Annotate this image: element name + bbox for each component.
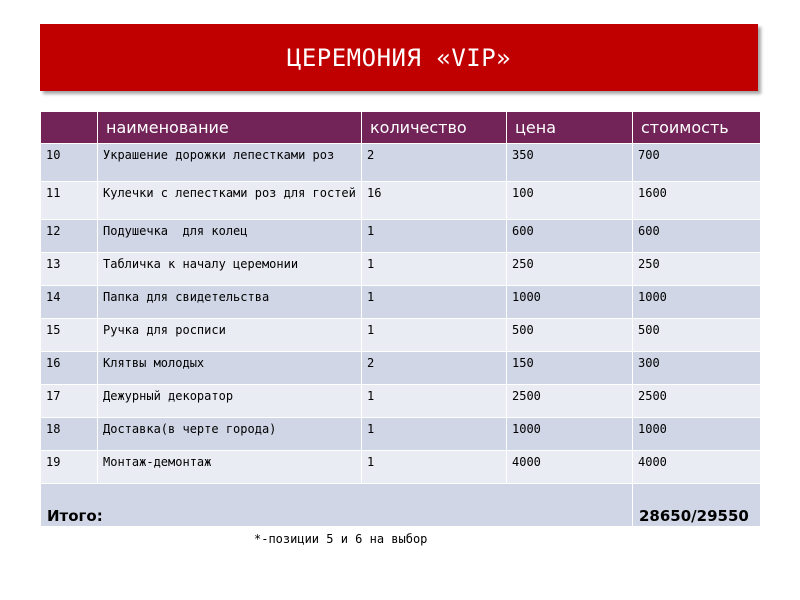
table-row xyxy=(41,451,761,484)
header-name: наименование xyxy=(98,112,362,144)
row-num: 14 xyxy=(41,286,98,319)
row-qty: 1 xyxy=(362,319,507,352)
row-num: 10 xyxy=(41,144,98,182)
total-value: 28650/29550 xyxy=(633,484,761,527)
row-cost: 1600 xyxy=(633,182,761,220)
row-price: 2500 xyxy=(507,385,633,418)
row-name: Доставка(в черте города) xyxy=(98,418,362,451)
row-name: Клятвы молодых xyxy=(98,352,362,385)
row-name: Кулечки с лепестками роз для гостей xyxy=(98,182,362,220)
row-name: Подушечка для колец xyxy=(98,220,362,253)
title-banner xyxy=(40,24,758,91)
row-cost: 1000 xyxy=(633,418,761,451)
row-price: 350 xyxy=(507,144,633,182)
row-name: Табличка к началу церемонии xyxy=(98,253,362,286)
row-num: 13 xyxy=(41,253,98,286)
row-price: 100 xyxy=(507,182,633,220)
row-price: 4000 xyxy=(507,451,633,484)
header-price: цена xyxy=(507,112,633,144)
table-row xyxy=(41,385,761,418)
row-price: 1000 xyxy=(507,286,633,319)
table-row xyxy=(41,319,761,352)
row-num: 11 xyxy=(41,182,98,220)
row-num: 15 xyxy=(41,319,98,352)
footnote: *-позиции 5 и 6 на выбор xyxy=(254,532,428,546)
table-row xyxy=(41,220,761,253)
row-qty: 1 xyxy=(362,220,507,253)
row-num: 16 xyxy=(41,352,98,385)
row-cost: 4000 xyxy=(633,451,761,484)
row-qty: 1 xyxy=(362,418,507,451)
row-name: Папка для свидетельства xyxy=(98,286,362,319)
row-cost: 250 xyxy=(633,253,761,286)
header-num xyxy=(41,112,98,144)
table-row xyxy=(41,182,761,220)
row-cost: 2500 xyxy=(633,385,761,418)
row-cost: 300 xyxy=(633,352,761,385)
table-row xyxy=(41,352,761,385)
row-name: Украшение дорожки лепестками роз xyxy=(98,144,362,182)
row-price: 250 xyxy=(507,253,633,286)
row-price: 600 xyxy=(507,220,633,253)
row-num: 12 xyxy=(41,220,98,253)
row-qty: 1 xyxy=(362,286,507,319)
price-table xyxy=(40,111,761,527)
row-cost: 1000 xyxy=(633,286,761,319)
row-name: Ручка для росписи xyxy=(98,319,362,352)
table-row xyxy=(41,144,761,182)
row-num: 19 xyxy=(41,451,98,484)
row-qty: 1 xyxy=(362,253,507,286)
row-price: 150 xyxy=(507,352,633,385)
table-row xyxy=(41,253,761,286)
row-name: Дежурный декоратор xyxy=(98,385,362,418)
table-row xyxy=(41,418,761,451)
row-num: 18 xyxy=(41,418,98,451)
row-qty: 2 xyxy=(362,144,507,182)
row-price: 500 xyxy=(507,319,633,352)
total-label: Итого: xyxy=(41,484,633,527)
row-name: Монтаж-демонтаж xyxy=(98,451,362,484)
row-price: 1000 xyxy=(507,418,633,451)
row-num: 17 xyxy=(41,385,98,418)
row-qty: 16 xyxy=(362,182,507,220)
row-cost: 700 xyxy=(633,144,761,182)
row-cost: 600 xyxy=(633,220,761,253)
header-cost: стоимость xyxy=(633,112,761,144)
row-qty: 1 xyxy=(362,451,507,484)
row-qty: 2 xyxy=(362,352,507,385)
header-qty: количество xyxy=(362,112,507,144)
total-row xyxy=(41,484,761,527)
row-cost: 500 xyxy=(633,319,761,352)
header-row xyxy=(41,112,761,144)
page-title: ЦЕРЕМОНИЯ «VIP» xyxy=(286,43,512,72)
table-row xyxy=(41,286,761,319)
row-qty: 1 xyxy=(362,385,507,418)
